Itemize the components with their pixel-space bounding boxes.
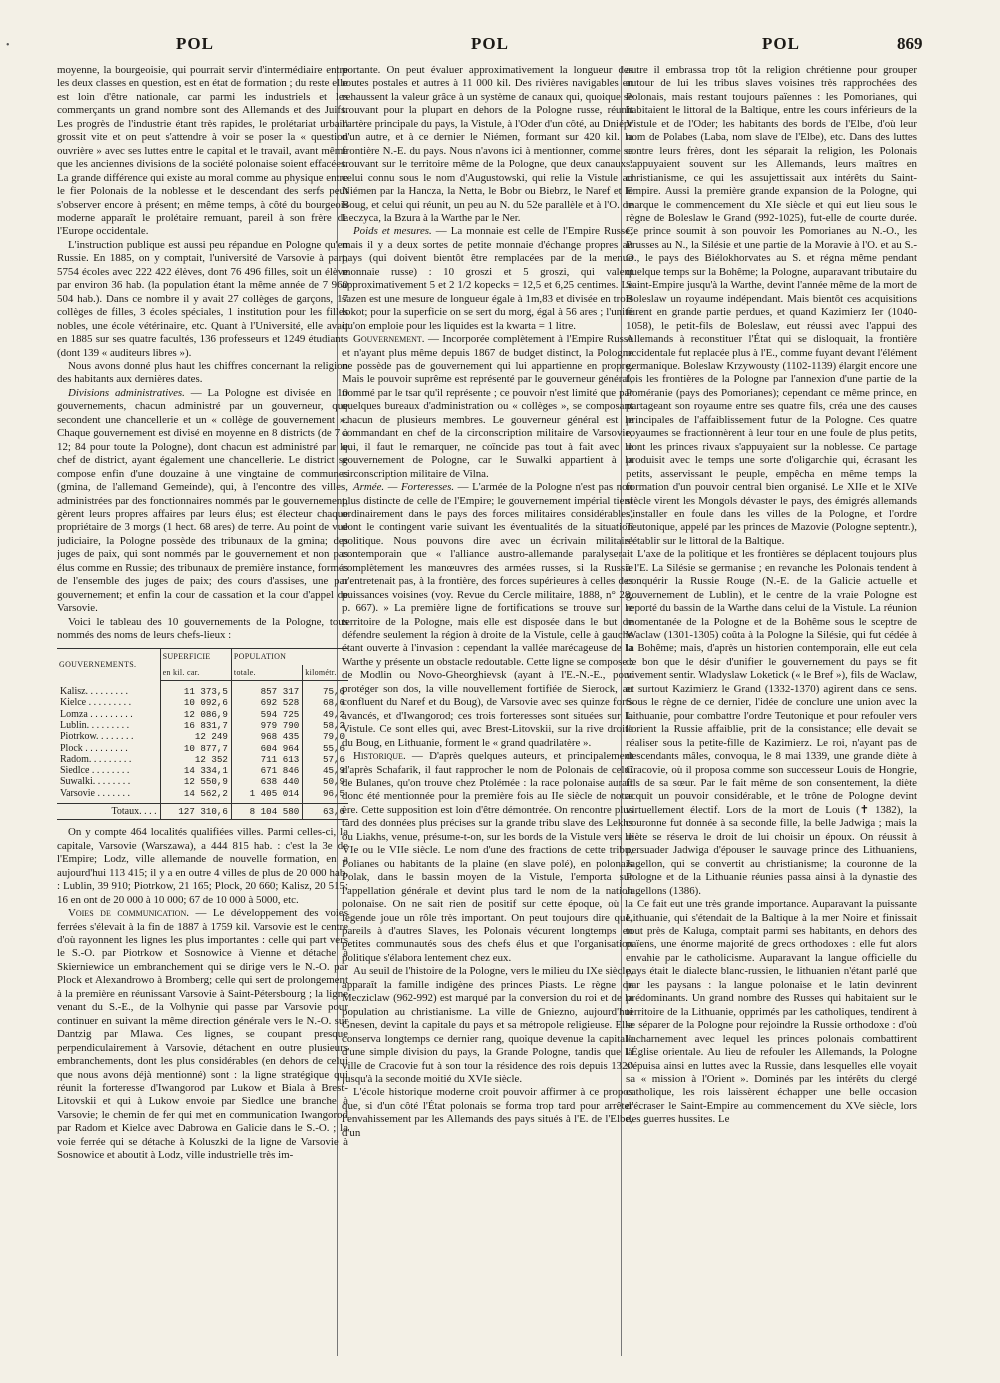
section-heading: Armée. — Forteresses. — [353, 481, 455, 494]
population-value: 638 440 — [231, 776, 302, 787]
column-1 — [57, 64, 348, 1360]
section-heading: Poids et mesures. — [353, 225, 432, 238]
paragraph — [57, 907, 348, 1163]
table-row — [57, 709, 348, 720]
paragraph — [342, 481, 633, 750]
government-name: Varsovie . . . . . . . — [60, 787, 130, 799]
paragraph-body: — L'armée de la Pologne n'est pas non plus distincte de celle de l'Empire; le gouvernement impérial tient ordinairement dans le pays des forces militaires considérables, dont le contingent varie suivant les éventualités de la situation politique. Nous pouvons dire avec un écrivain militaire contemporain que « l'alliance austro-allemande paralyserait complètement les manœuvres des armées russes, si la Russie n'entretenait pas, à la frontière, des forces supérieures à celles des puissances voisines (voy. Revue du Cercle militaire, 1888, n° 28, p. 667). » La première ligne de fortifications se trouve sur le territoire de la Pologne, mais elle est disposée dans le but de défendre seulement la région à droite de la Vistule, celle à gauche étant ouverte à l'invasion : cependant la vallée marécageuse de la Warthe y présente un obstacle redoutable. Cette ligne se compose : de Modlin ou Novo-Gheorghievsk (ayant à l'E.-N.-E., pour protéger son dos, la ville nouvellement fortifiée de Sierock, au confluent du Naref et du Boug), de Varsovie avec ses quinze forts avancés, et d'Iwangorod; ces trois forteresses sont situées sur la Vistule. Ce sont elles qui, avec Brest-Litovskii, sur la rive droite du Boug, en Lithuanie, forment le « grand quadrilatère ». — [342, 481, 633, 749]
table-total-row — [57, 804, 348, 820]
paragraph: moyenne, la bourgeoisie, qui pourrait servir d'intermédiaire entre les deux classes en question, est en état de formation ; du reste elle est loin d'être nationale, car parmi les industriels et les commerçants un grand nombre sont des Allemands et des Juifs. Les progrès de l'industrie étant très rapides, le prolétariat urbain grossit vite et on peut s'attendre à voir se poser la « question ouvrière » avec ses luttes entre le capital et le travail, avant même que les anciennes divisions de la société polonaise soient effacées. La grande différence qui existe au moral comme au physique entre le fier Polonais de la noblesse et le descendant des serfs peut s'observer encore à présent; en même temps, à côté du bourgeois moderne apparaît le prolétaire remuant, pareil à son frère de l'Europe occidentale. — [57, 64, 348, 238]
area-value: 16 831,7 — [160, 720, 231, 731]
government-name: Piotrkow. . . . . . . . — [60, 731, 134, 743]
table-header-pop-total: totale. — [231, 665, 302, 681]
section-heading: Gouvernement. — [353, 333, 425, 346]
density-value: 50,9 — [303, 776, 348, 787]
column-3 — [626, 64, 917, 1360]
government-name: Lomza . . . . . . . . . — [60, 708, 133, 720]
table-row — [57, 720, 348, 731]
government-name: Suwalki. . . . . . . . — [60, 776, 131, 788]
section-heading: Historique. — [353, 750, 406, 763]
area-value: 14 334,1 — [160, 765, 231, 776]
table-row — [57, 765, 348, 776]
density-value: 75,6 — [303, 681, 348, 698]
population-value: 1 405 014 — [231, 788, 302, 804]
density-value: 55,6 — [303, 743, 348, 754]
area-value: 10 877,7 — [160, 743, 231, 754]
paragraph: L'instruction publique est aussi peu répandue en Pologne qu'en Russie. En 1885, on y comptait, l'université de Varsovie à part, 5754 écoles avec 222 422 élèves, dont 76 496 filles, soit un élève par environ 36 hab. (la population étant la même année de 7 960 504 hab.). Dans ce nombre il y avait 27 collèges de garçons, 17 collèges de filles, 3 écoles spéciales, 1 institution pour les filles nobles, une école vétérinaire, etc. Quant à l'Université, elle avait en 1885 sur ses quatre facultés, 136 professeurs et 1249 étudiants (dont 139 « auditeurs libres »). — [57, 238, 348, 359]
page-edge-mark: • — [6, 40, 10, 51]
total-area: 127 310,6 — [160, 804, 231, 820]
section-heading: Voies de communication. — [68, 907, 189, 920]
table-header-area-unit: en kil. car. — [160, 665, 231, 681]
area-value: 12 249 — [160, 731, 231, 742]
area-value: 12 352 — [160, 754, 231, 765]
page-header — [0, 34, 1000, 62]
area-value: 12 550,9 — [160, 776, 231, 787]
paragraph: L'axe de la politique et les frontières se déplacent toujours plus à l'E. La Silésie se germanise ; en revanche les Polonais tendent à conquérir la Russie Rouge (N.-E. de la Galicie actuelle et gouvernement de Lublin), et le centre de la vraie Pologne est reporté du bassin de la Warthe dans celui de la Vistule. La réunion momentanée de la Pologne et de la Bohême sous le sceptre de Waclaw (1301-1305) coûta à la Pologne la Silésie, qui fut cédée à la Bohême; mais, d'après un historien contemporain, elle eut cela de bon que le désir d'unifier le gouvernement du pays se fit vivement sentir. Wladyslaw Loketick (« le Bref »), fils de Waclaw, et surtout Kazimierz le Grand (1332-1370) agirent dans ce sens. Sous le règne de ce dernier, l'idée de conclure une union avec la Lithuanie, pour combattre l'ordre Teutonique et pour refouler vers l'orient la Russie affaiblie, prit de la consistance; elle devait se réaliser sous la petite-fille de Kazimierz. Le roi, n'ayant pas de descendants mâles, convoqua, le 8 mai 1339, une grande diète à Cracovie, où il proposa comme son successeur Louis de Hongrie, fils de sa sœur. Par le fait même de son consentement, la diète acquit un pouvoir considérable, et le trône de Pologne devint virtuellement électif. Lors de la mort de Louis (✝ 1382), la couronne fut donnée à sa seconde fille, la belle Jadwiga ; mais la diète se réserva le droit de lui choisir un époux. On réussit à persuader Jadwiga d'épouser le sauvage prince des Lithuaniens, Jagellon, qui se convertit au christianisme; la couronne de la Pologne et de la Lithuanie réunies passa ainsi à la dynastie des Jagellons (1386). — [626, 548, 917, 897]
table-header-area: SUPERFICIE — [160, 649, 231, 665]
paragraph-body: — La monnaie est celle de l'Empire Russe; mais il y a deux sortes de petite monnaie d'échange propres au pays (qui doivent bientôt être remplacées par de la menue monnaie russe) : 10 groszi et 5 groszi, qui valent approximativement 5 et 2 1/2 kopecks = 12,5 et 6,25 centimes. Le sazen est une mesure de longueur égale à 1m,83 et divisée en trois lokot; pour la superficie on se sert du morg, égal à 56 ares ; l'unité qu'on emploie pour les liquides est la kwarta = 1 litre. — [342, 225, 633, 332]
table-header-governments: GOUVERNEMENTS. — [57, 649, 160, 681]
density-value: 58,2 — [303, 720, 348, 731]
population-value: 692 528 — [231, 697, 302, 708]
density-value: 68,6 — [303, 697, 348, 708]
area-value: 11 373,5 — [160, 681, 231, 698]
government-name: Radom. . . . . . . . . — [60, 753, 132, 765]
table-row — [57, 754, 348, 765]
table-header-pop-density: kilométr. — [303, 665, 348, 681]
table-row — [57, 788, 348, 804]
density-value: 79,0 — [303, 731, 348, 742]
government-name: Kalisz. . . . . . . . . — [60, 685, 129, 697]
population-value: 594 725 — [231, 709, 302, 720]
area-value: 14 562,2 — [160, 788, 231, 804]
total-density: 63,6 — [303, 804, 348, 820]
paragraph — [342, 225, 633, 333]
paragraph: portante. On peut évaluer approximativement la longueur des routes postales et autres à 11 000 kil. Des rivières navigables en rehaussent la valeur grâce à un système de canaux qui, quoique se trouvant pour la plupart en dehors de la Pologne russe, réunit l'artère principale du pays, la Vistule, à l'Oder d'un côté, au Dniépr d'un autre, et à ce dernier le Niémen, formant sur 420 kil. la frontière N.-E. du pays. Nous n'avons ici à mentionner, comme se trouvant sur le territoire même de la Pologne, que deux canaux : celui connu sous le nom d'Augustowski, qui relie la Vistule au Niémen par la Hancza, la Netta, le Bobr ou Biebrz, le Naref et le Boug, et celui qui réunit, un peu au N. du 52e parallèle et à l'O. de Leczyca, la Bzura à la Warthe par le Ner. — [342, 64, 633, 224]
paragraph: Au seuil de l'histoire de la Pologne, vers le milieu du IXe siècle, apparaît la famille indigène des princes Piasts. Le règne de Mecziclaw (962-992) est marqué par la conversion du roi et de la population au christianisme. La ville de Gniezno, aujourd'hui Gnesen, devint la capitale du pays et sa métropole religieuse. Elle conserva longtemps ce dernier rang, quoique devenue la capitale d'une simple division du pays, la Grande Pologne, tandis que la ville de Cracovie fut à son tour la résidence des rois depuis 1320 jusqu'à la seconde moitié du XVIe siècle. — [342, 965, 633, 1085]
population-value: 671 846 — [231, 765, 302, 776]
paragraph: L'école historique moderne croit pouvoir affirmer à ce propos que, si d'un côté l'État polonais se forma trop tard pour arrêter l'envahissement par les Allemands des pays situés à l'E. de l'Elbe, d'un — [342, 1086, 633, 1139]
government-name: Siedlce . . . . . . . . — [60, 765, 130, 777]
paragraph — [57, 387, 348, 616]
paragraph — [342, 750, 633, 965]
column-2 — [342, 64, 633, 1360]
section-heading: Divisions administratives. — [68, 386, 185, 399]
paragraph — [342, 333, 633, 481]
paragraph: Nous avons donné plus haut les chiffres concernant la religion des habitants aux dernières dates. — [57, 359, 348, 386]
population-value: 711 613 — [231, 754, 302, 765]
area-value: 12 086,9 — [160, 709, 231, 720]
table-row — [57, 681, 348, 698]
table-row — [57, 743, 348, 754]
density-value: 45,9 — [303, 765, 348, 776]
paragraph-body: — D'après quelques auteurs, et principalement d'après Schafarik, il faut rapprocher le nom de Polonais de celui de Bulanes, qu'on trouve chez Ptolémée : la race polonaise aurait donc été mentionnée pour la première fois au IIe siècle de notre ère. Cette supposition est loin d'être démontrée. On rencontre plus tard des données plus précises sur la grande tribu slave des Lekhs ou Liakhs, venue, présume-t-on, sur les bords de la Vistule vers le VIe ou le VIIe siècle. Le nom d'une des fractions de cette tribu, Polianes ou habitants de la plaine (en slave polé), en polonais Polak, dans le bassin moyen de la Vistule, l'emporta sur l'appellation générale et devint plus tard le nom de la nation polonaise. On ne sait rien de positif sur cette époque, où la légende joue un rôle très important. On peut toujours dire que, pareils à d'autres Slaves, les Polonais vécurent longtemps en petites communautés sous des chefs élus et que l'organisation politique s'élabora lentement chez eux. — [342, 750, 633, 964]
population-value: 968 435 — [231, 731, 302, 742]
density-value: 57,6 — [303, 754, 348, 765]
total-population: 8 104 580 — [231, 804, 302, 820]
table-row — [57, 731, 348, 742]
density-value: 49,2 — [303, 709, 348, 720]
header-word-left: POL — [176, 34, 214, 53]
table-row — [57, 697, 348, 708]
government-name: Plock . . . . . . . . . — [60, 742, 128, 754]
page-number: 869 — [897, 34, 923, 53]
area-value: 10 092,6 — [160, 697, 231, 708]
government-name: Lublin. . . . . . . . . — [60, 719, 130, 731]
table-header-population: POPULATION — [231, 649, 348, 665]
header-word-right: POL — [762, 34, 800, 53]
total-label: Totaux. . . . — [57, 804, 160, 820]
table-body — [57, 681, 348, 804]
paragraph: Ce fait eut une très grande importance. Auparavant la puissante Lithuanie, qui s'étendait de la Baltique à la mer Noire et finissait tout près de Kaluga, comptait parmi ses habitants, en dehors des païens, une énorme majorité de grecs orthodoxes : elle fut alors envahie par le catholicisme. Auparavant la langue officielle du pays était le dialecte blanc-russien, le lithuanien n'étant parlé que par les paysans : la langue polonaise et le latin devinrent prédominants. Un grand nombre des Russes qui habitaient sur le territoire de la Lithuanie, opprimés par les catholiques, tendirent à se séparer de la Pologne pour rejoindre la Russie orthodoxe : d'où l'acharnement avec lequel les princes polonais combattirent l'Église orientale. Au lieu de refouler les Allemands, la Pologne s'épuisa ainsi en luttes avec la Russie, dans lesquelles elle voyait sa « mission à l'Orient ». Dominés par les intérêts du clergé catholique, les rois laissèrent échapper une belle occasion d'écraser le Saint-Empire au commencement du XVe siècle, lors des guerres hussites. Le — [626, 898, 917, 1126]
population-value: 857 317 — [231, 681, 302, 698]
government-name: Kielce . . . . . . . . . — [60, 697, 132, 709]
governments-table — [57, 648, 348, 820]
header-word-middle: POL — [471, 34, 509, 53]
paragraph: Voici le tableau des 10 gouvernements de la Pologne, tous nommés des noms de leurs chefs-lieux : — [57, 615, 348, 642]
paragraph: autre il embrassa trop tôt la religion chrétienne pour grouper autour de lui les tribus slaves voisines très rapprochées des Polonais, mais restant toujours païennes : les Pomorianes, qui habitaient le littoral de la Baltique, entre les cours inférieurs de la Vistule et de l'Oder; les habitants des bords de l'Elbe, d'où leur nom de Polabes (Laba, nom slave de l'Elbe), etc. Dans des luttes contre leurs frères, dont les séparait la religion, les Polonais s'appuyaient souvent sur les Allemands, leurs maîtres en christianisme, ce qui les assujettissait aux intérêts du Saint-Empire. Aussi la première grande expansion de la Pologne, qui marque le commencement du XIe siècle et qui eut lieu sous le règne de Boleslaw le Grand (992-1025), fut-elle de courte durée. Ce prince soumit à son pouvoir les Pomorianes au N.-O., les Prusses au N., la Silésie et une partie de la Moravie à l'O. et au S.-O., le pays des Biélokhorvates au S. et régna même pendant quelque temps sur la Bohême; la Pologne, auparavant tributaire du Saint-Empire jusqu'à la Warthe, devint l'année même de la mort de Boleslaw un royaume indépendant. Mais bientôt ces acquisitions furent en grande partie perdues, et quand Kazimierz Ier (1040-1058), le petit-fils de Boleslaw, eut réussi avec l'appui des Allemands à reconstituer l'État qui se disloquait, la frontière occidentale fut replacée plus à l'E., comme fuyant devant l'élément germanique. Boleslaw Krzywousty (1102-1139) élargit encore une fois les frontières de la Pologne par l'annexion d'une partie de la Poméranie (pays des Pomorianes); cependant ce même prince, en partageant son royaume entre ses quatre fils, créa une des causes principales de l'affaiblissement futur de la Pologne. Ces quatre royaumes se fractionnèrent à leur tour en une foule de plus petits, dont les princes rivaux s'appuyaient sur la noblesse. Ce partage produisit avec le temps une sorte d'oligarchie qui, écrasant les petits, asservissant le peuple, empêcha en même temps la formation d'un pouvoir central bien organisé. Le XIIe et le XIVe siècle virent les Mongols dévaster le pays, des émigrés allemands s'installer en foule dans les villes de la Pologne, et l'ordre Teutonique, appelé par les princes de Mazovie (Pologne septentr.), s'établir sur le littoral de la Baltique. — [626, 64, 917, 547]
table-row — [57, 776, 348, 787]
population-value: 979 790 — [231, 720, 302, 731]
paragraph-body: — La Pologne est divisée en 10 gouvernements, chacun administré par un gouverneur, que secondent une chancellerie et un « collège de gouvernement ». Chaque gouvernement est divisé en moyenne en 8 districts (de 7 à 12; 84 pour toute la Pologne), dont chacun est administré par le chef de district, ayant également une chancellerie. Le district se compose enfin d'une douzaine à une vingtaine de communes (gmina, de l'allemand Gemeinde), qui, à l'encontre des villes, administrées par des fonctionnaires nommés par le gouvernement, gèrent leurs propres affaires par leurs élus; est électeur chaque propriétaire de 3 morgs (1 hect. 68 ares) de terre. Au point de vue judiciaire, la Pologne possède des tribunaux de la gmina; des juges de paix, qui sont nommés par le gouvernement et non pas élus comme en Russie; des tribunaux de première instance, formés de l'ensemble des juges de paix; des cours d'assises, une par gouvernement; et enfin la cour de cassation et la cour d'appel de Varsovie. — [57, 386, 348, 615]
paragraph: On y compte 464 localités qualifiées villes. Parmi celles-ci, la capitale, Varsovie (Warszawa), a 444 815 hab. : c'est la 3e de l'Empire; Lodz, ville allemande de nouvelle formation, en a aujourd'hui 113 415; il y a en outre 4 villes de plus de 20 000 hab. : Lublin, 39 910; Piotrkow, 21 165; Plock, 20 660; Kalisz, 20 515; 16 en ont de 20 000 à 10 000; 67 de 10 000 à 5000, etc. — [57, 826, 348, 906]
density-value: 96,5 — [303, 788, 348, 804]
paragraph-body: — Incorporée complètement à l'Empire Russe et n'ayant plus même depuis 1867 de budget distinct, la Pologne ne possède pas de gouvernement qui lui appartienne en propre. Mais le pouvoir suprême est représenté par le gouverneur général, nommé par le tsar qu'il représente ; ce pouvoir n'est limité que par quelques bureaux d'administration ou « collèges », se composant chacun de plusieurs membres. Le gouverneur général est le commandant en chef de la circonscription militaire de Varsovie, qui, il faut le remarquer, ne coïncide pas tout à fait avec le gouvernement de Pologne, car le Suwalki appartient à la circonscription militaire de Vilna. — [342, 333, 633, 480]
population-value: 604 964 — [231, 743, 302, 754]
paragraph-body: — Le développement des voies ferrées s'élevait à la fin de 1887 à 1759 kil. Varsovie est le centre d'où rayonnent les lignes les plus importantes : celle qui part vers le S.-O. par Piotrkow et Sosnowice à Vienne et détache à Skierniewice un embranchement qui se dirige vers le N.-O. par Plock et Alexandrowo à Bromberg; celle qui sert de prolongement à la première en réunissant Varsovie à Saint-Pétersbourg ; la ligne venant du S.-E., de la Volhynie qui passe par Varsovie pour continuer en suivant la même direction générale vers le N.-O. sur Dantzig par Mlawa. Ces lignes, se coupant presque perpendiculairement à Varsovie, détachent en outre plusieurs embranchements, dont les plus considérables (en dehors de celui que nous avons déjà mentionné) sont : la ligne stratégique qui réunit la forteresse d'Iwangorod par Lukow et Biala à Brest-Litovskii et qui à Lukow envoie par Siedlce une branche à Varsovie; le chemin de fer qui met en communication Iwangorod par Radom et Kielce avec Dabrowa en Galicie dans le S.-O. ; la voie ferrée qui se détache à Koluszki de la ligne de Varsovie à Sosnowice et aboutit à Lodz, ville industrielle très im- — [57, 907, 348, 1162]
